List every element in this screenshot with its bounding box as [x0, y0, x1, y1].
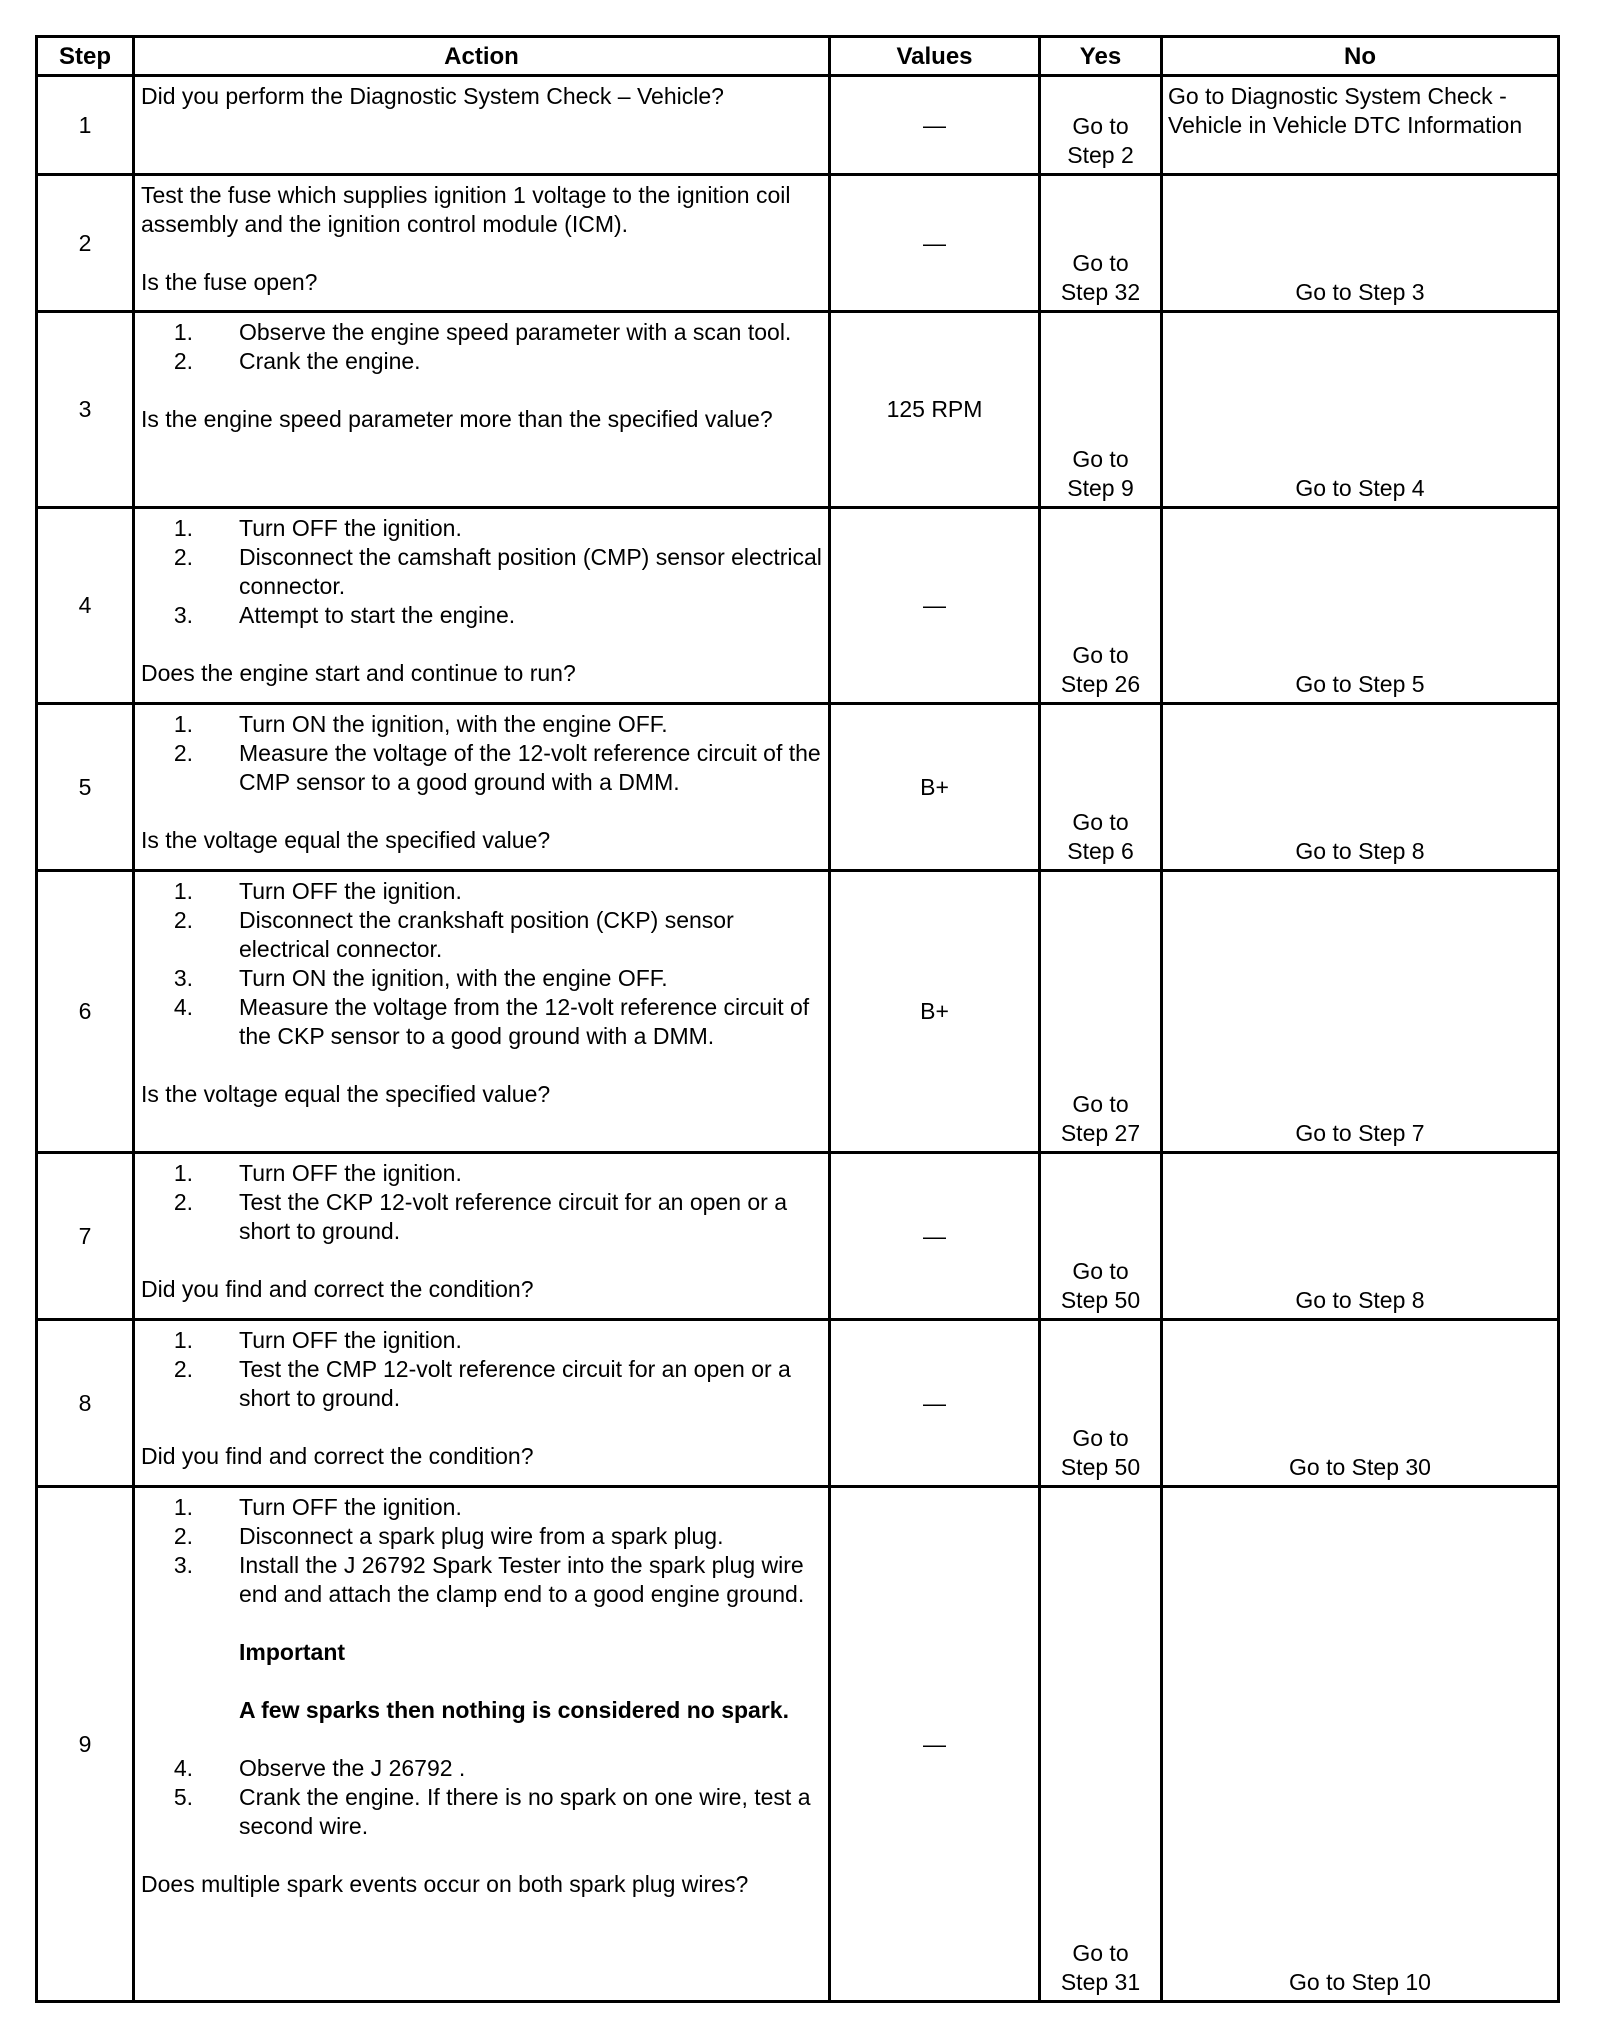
table-row: [37, 508, 1559, 704]
step-number: 4: [37, 508, 134, 704]
list-item: 1. Turn ON the ignition, with the engine OFF.: [173, 711, 668, 737]
value-cell: B+: [830, 704, 1040, 871]
action-question: Is the voltage equal the specified value?: [141, 827, 551, 853]
list-item: 3. Attempt to start the engine.: [173, 602, 516, 628]
table-row: [37, 1153, 1559, 1320]
action-question: Does the engine start and continue to run?: [141, 660, 576, 686]
value-cell: 125 RPM: [830, 312, 1040, 508]
yes-cell: Go to Step 27: [1040, 871, 1162, 1153]
no-cell: Go to Step 3: [1162, 175, 1559, 312]
list-item: 4. Measure the voltage from the 12-volt reference circuit of the CKP sensor to a good ground with a DMM.: [173, 994, 810, 1049]
header-step: Step: [37, 37, 134, 76]
no-cell: Go to Step 30: [1162, 1320, 1559, 1487]
list-item: 2. Disconnect the crankshaft position (CKP) sensor electrical connector.: [173, 907, 734, 962]
table-row: [37, 1487, 1559, 2002]
list-item: 2. Test the CKP 12-volt reference circuit for an open or a short to ground.: [173, 1189, 788, 1244]
step-number: 3: [37, 312, 134, 508]
list-item: 2. Disconnect the camshaft position (CMP) sensor electrical connector.: [173, 544, 822, 599]
value-cell: —: [830, 1320, 1040, 1487]
no-cell: Go to Diagnostic System Check - Vehicle in Vehicle DTC Information: [1162, 76, 1559, 175]
list-item: 1. Turn OFF the ignition.: [173, 1160, 462, 1186]
action-question: Did you find and correct the condition?: [141, 1443, 534, 1469]
value-cell: —: [830, 1487, 1040, 2002]
step-number: 6: [37, 871, 134, 1153]
step-number: 5: [37, 704, 134, 871]
yes-cell: Go to Step 50: [1040, 1153, 1162, 1320]
step-number: 2: [37, 175, 134, 312]
important-label: Important: [239, 1639, 346, 1665]
table-row: [37, 1320, 1559, 1487]
value-cell: —: [830, 175, 1040, 312]
yes-cell: Go to Step 31: [1040, 1487, 1162, 2002]
list-item: 3. Install the J 26792 Spark Tester into the spark plug wire end and attach the clamp end to a good engine ground.: [173, 1552, 805, 1607]
action-cell: [134, 1320, 830, 1487]
header-no: No: [1162, 37, 1559, 76]
value-cell: —: [830, 1153, 1040, 1320]
yes-cell: Go to Step 6: [1040, 704, 1162, 871]
step-number: 8: [37, 1320, 134, 1487]
header-row: [37, 37, 1559, 76]
action-question: Is the engine speed parameter more than the specified value?: [141, 406, 773, 432]
action-question: Does multiple spark events occur on both spark plug wires?: [141, 1871, 749, 1897]
action-cell: [134, 76, 830, 175]
no-cell: Go to Step 8: [1162, 1153, 1559, 1320]
list-item: 1. Observe the engine speed parameter with a scan tool.: [173, 319, 792, 345]
no-cell: Go to Step 7: [1162, 871, 1559, 1153]
no-cell: Go to Step 10: [1162, 1487, 1559, 2002]
table-row: [37, 175, 1559, 312]
step-number: 9: [37, 1487, 134, 2002]
yes-cell: Go to Step 26: [1040, 508, 1162, 704]
list-item: 2. Crank the engine.: [173, 348, 421, 374]
action-question: Did you find and correct the condition?: [141, 1276, 534, 1302]
list-item: 4. Observe the J 26792 .: [173, 1755, 466, 1781]
action-intro: Test the fuse which supplies ignition 1 voltage to the ignition coil assembly and the ignition control module (ICM).: [141, 182, 791, 237]
list-item: 1. Turn OFF the ignition.: [173, 1494, 462, 1520]
header-action: Action: [134, 37, 830, 76]
yes-cell: Go to Step 2: [1040, 76, 1162, 175]
yes-cell: Go to Step 9: [1040, 312, 1162, 508]
list-item: 1. Turn OFF the ignition.: [173, 1327, 462, 1353]
no-cell: Go to Step 8: [1162, 704, 1559, 871]
action-cell: [134, 508, 830, 704]
list-item: 1. Turn OFF the ignition.: [173, 515, 462, 541]
list-item: 2. Test the CMP 12-volt reference circuit for an open or a short to ground.: [173, 1356, 791, 1411]
list-item: 2. Measure the voltage of the 12-volt reference circuit of the CMP sensor to a good ground with a DMM.: [173, 740, 821, 795]
value-cell: —: [830, 508, 1040, 704]
action-question: Is the fuse open?: [141, 269, 318, 295]
value-cell: —: [830, 76, 1040, 175]
header-values: Values: [830, 37, 1040, 76]
list-item: 2. Disconnect a spark plug wire from a spark plug.: [173, 1523, 724, 1549]
no-cell: Go to Step 5: [1162, 508, 1559, 704]
step-number: 1: [37, 76, 134, 175]
action-question: Is the voltage equal the specified value?: [141, 1081, 551, 1107]
no-cell: Go to Step 4: [1162, 312, 1559, 508]
value-cell: B+: [830, 871, 1040, 1153]
list-item: 3. Turn ON the ignition, with the engine OFF.: [173, 965, 668, 991]
list-item: 5. Crank the engine. If there is no spark on one wire, test a second wire.: [173, 1784, 811, 1839]
table-row: [37, 871, 1559, 1153]
step-number: 7: [37, 1153, 134, 1320]
table-row: [37, 312, 1559, 508]
yes-cell: Go to Step 50: [1040, 1320, 1162, 1487]
action-cell: [134, 704, 830, 871]
action-cell: [134, 175, 830, 312]
diagnostic-table: [35, 35, 1560, 2003]
action-cell: [134, 312, 830, 508]
table-row: [37, 704, 1559, 871]
action-cell: [134, 871, 830, 1153]
header-yes: Yes: [1040, 37, 1162, 76]
list-item: 1. Turn OFF the ignition.: [173, 878, 462, 904]
important-note: A few sparks then nothing is considered no spark.: [239, 1697, 789, 1723]
action-question: Did you perform the Diagnostic System Check – Vehicle?: [141, 83, 724, 109]
yes-cell: Go to Step 32: [1040, 175, 1162, 312]
table-row: [37, 76, 1559, 175]
action-cell: [134, 1153, 830, 1320]
action-cell: [134, 1487, 830, 2002]
